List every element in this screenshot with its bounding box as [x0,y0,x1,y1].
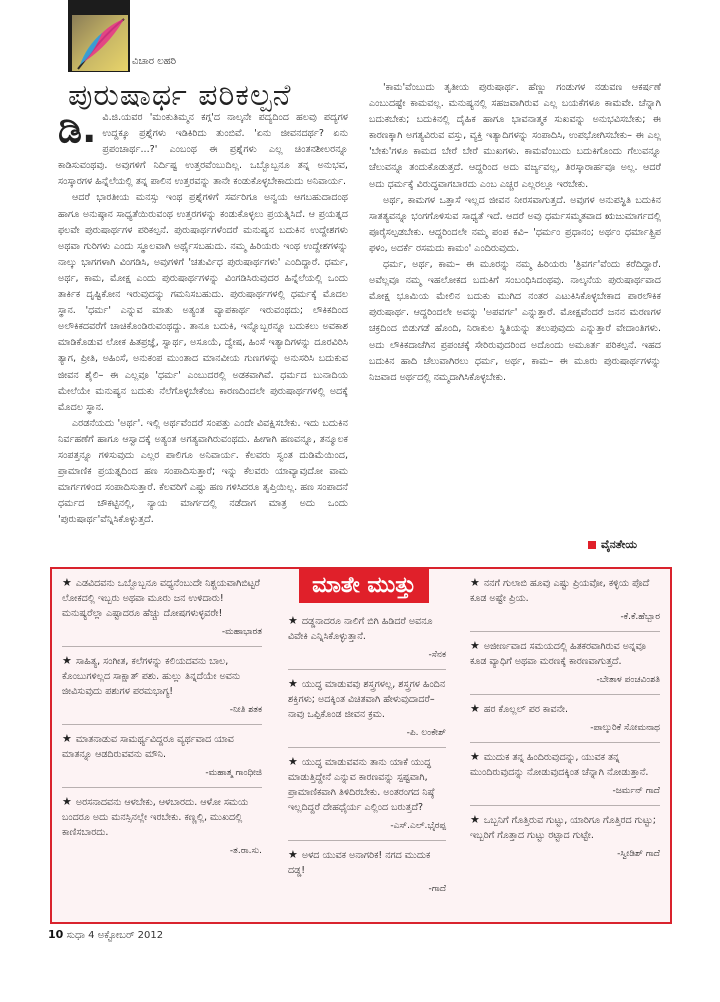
star-icon: ★ [62,654,72,667]
quotes-box [50,567,672,924]
star-icon: ★ [288,614,298,627]
article-paragraph: ಅರ್ಥ, ಕಾಮಗಳ ಒತ್ತಾಸೆ ಇಲ್ಲದ ಜೀವನ ನೀರಸವಾಗುತ್ತದೆ. ಅವುಗಳ ಅನುಪಸ್ಥಿತಿ ಬದುಕಿನ ಸಾತತ್ಯವನ್ನೂ ಭಂಗಗೊಳಿಸುವ ಸಾಧ್ಯತೆ ಇದೆ. ಆದರೆ ಅವು ಧರ್ಮಸಮ್ಮತವಾದ ಋಜುಮಾರ್ಗದಲ್ಲಿ ಪೂರೈಸಲ್ಪಡಬೇಕು. ಆದ್ದರಿಂದಲೇ ನಮ್ಮ ಪಂಪ ಕವಿ– 'ಧರ್ಮಂ ಪ್ರಧಾನಂ; ಅರ್ಥಂ ಧರ್ಮಾತ್ಪ್ರಿಪ ಫಳಂ, ಅದರ್ಕೆ ರಸಮದು ಕಾಮಂ' ಎಂದಿರುವುದು. [369,194,661,254]
star-icon: ★ [470,702,480,715]
author-byline [588,538,637,552]
quote-item: ★ ದಡ್ಡನಾದರೂ ನಾಲಿಗೆ ಬಿಗಿ ಹಿಡಿದರೆ ಅವನೂ ವಿವೇಕಿ ಎನ್ನಿಸಿಕೊಳ್ಳುತ್ತಾನೆ. -ಸೆನಕ [288,607,446,670]
article-column-left [58,107,348,528]
quote-item: ★ ಅಜೀರ್ಣವಾದ ಸಮಯದಲ್ಲಿ ಹಿತಕರವಾಗಿರುವ ಅನ್ನವೂ ಕೂಡ ವ್ಯಾಧಿಗೆ ಅಥವಾ ಮರಣಕ್ಕೆ ಕಾರಣವಾಗುತ್ತದೆ. -ಬೇತಾಳ ಪಂಚವಿಂಶತಿ [470,632,660,695]
article-title: ಪುರುಷಾರ್ಥ ಪರಿಕಲ್ಪನೆ [68,78,292,113]
feather-quill-icon [68,0,130,72]
quote-item: ★ ಅಳದ ಯುವಕ ಅನಾಗರಿಕ! ನಗದ ಮುದುಕ ದಡ್ಡ! -ಗಾದೆ [288,841,446,903]
quote-source: -ಬೇತಾಳ ಪಂಚವಿಂಶತಿ [596,675,660,685]
author-name: ವೈನತೇಯ [601,538,637,551]
red-square-icon [588,541,596,549]
quote-item: ★ ಯುದ್ಧ ಮಾಡುವವನು ತಾನು ಯಾಕೆ ಯುದ್ಧ ಮಾಡುತ್ತಿದ್ದೇನೆ ಎನ್ನುವ ಕಾರಣವನ್ನು ಸ್ಪಷ್ಟವಾಗಿ, ಪ್ರಾಮಾಣಿಕವಾಗಿ ತಿಳಿದಿರಬೇಕು. ಅಂತರಂಗದ ನಿಷ್ಠೆ ಇಲ್ಲದಿದ್ದರೆ ದೇಹಧೈರ್ಯ ಎಲ್ಲಿಂದ ಬರುತ್ತದೆ? -ಎಸ್.ಎಲ್.ಭೈರಪ್ಪ [288,748,446,841]
article-paragraph: 'ಕಾಮ'ವೆಂಬುದು ತೃತೀಯ ಪುರುಷಾರ್ಥ. ಹೆಣ್ಣು ಗಂಡುಗಳ ನಡುವಣ ಆಕರ್ಷಣೆ ಎಂಬುದಷ್ಟೇ ಕಾಮವಲ್ಲ. ಮನುಷ್ಯನಲ್ಲಿ ಸಹಜವಾಗಿರುವ ಎಲ್ಲ ಬಯಕೆಗಳೂ ಕಾಮವೇ. ಚೆನ್ನಾಗಿ ಬದುಕಬೇಕು; ಬದುಕಿನಲ್ಲಿ ದೈಹಿಕ ಹಾಗೂ ಭಾವನಾತ್ಮಕ ಸುಖವನ್ನು ಅನುಭವಿಸಬೇಕು; ಈ ಕಾರಣಕ್ಕಾಗಿ ಅಗತ್ಯವಿರುವ ವಸ್ತು, ವ್ಯಕ್ತಿ ಇತ್ಯಾದಿಗಳನ್ನು ಸಂಪಾದಿಸಿ, ಉಪಭೋಗಿಸಬೇಕು– ಈ ಎಲ್ಲ 'ಬೇಕು'ಗಳೂ ಕಾಮದ ಬೇರೆ ಬೇರೆ ಮುಖಗಳು. ಕಾಮವೆಂಬುದು ಬದುಕಿಗೊಂದು ಗೆಲುವನ್ನೂ ಚೆಲುವನ್ನೂ ತಂದುಕೊಡುತ್ತದೆ. ಆದ್ದರಿಂದ ಅದು ವರ್ಜ್ಯವಲ್ಲ, ತಿರಸ್ಕಾರಾರ್ಹವೂ ಅಲ್ಲ. ಆದರೆ ಅದು ಧರ್ಮಕ್ಕೆ ವಿರುದ್ಧವಾಗಬಾರದು ಎಂಬ ಎಚ್ಚರ ಎಲ್ಲರಲ್ಲೂ ಇರಬೇಕು. [369,82,661,190]
star-icon: ★ [288,677,298,690]
star-icon: ★ [470,813,480,826]
quote-item: ★ ಎಡವಿದವನು ಒಬ್ಬೊಬ್ಬನೂ ವಧ್ಯನೆಂಬುದೇ ನಿಶ್ಚಯವಾಗಿಬಿಟ್ಟರೆ ಲೋಕದಲ್ಲಿ ಇಬ್ಬರು ಅಥವಾ ಮೂರು ಜನ ಉಳಿದಾರು! ಮನುಷ್ಯರೆಲ್ಲಾ ಎಷ್ಟಾದರೂ ಹೆಚ್ಚು ದೋಷಗಳುಳ್ಳವರೇ! -ಮಹಾಭಾರತ [62,569,262,647]
section-label: ವಿಚಾರ ಲಹರಿ [132,56,176,67]
quotes-box-title: ಮಾತೇ ಮುತ್ತು [299,569,429,603]
quotes-column-3 [470,569,660,868]
article-paragraph: ಎರಡನೆಯದು 'ಅರ್ಥ'. ಇಲ್ಲಿ ಅರ್ಥವೆಂದರೆ ಸಂಪತ್ತು ಎಂದೇ ವಿವಕ್ಷಿಸಬೇಕು. ಇದು ಬದುಕಿನ ನಿರ್ವಹಣೆಗೆ ಹಾಗೂ ಆಸ್ವಾದಕ್ಕೆ ಅತ್ಯಂತ ಅಗತ್ಯವಾಗಿರುವಂಥದು. ಹೀಗಾಗಿ ಹಣವನ್ನೂ, ತನ್ಮೂಲಕ ಸಂಪತ್ತನ್ನೂ ಗಳಿಸುವುದು ಎಲ್ಲರ ಪಾಲಿಗೂ ಅನಿವಾರ್ಯ. ಕೆಲವರು ಸ್ವಂತ ದುಡಿಮೆಯಿಂದ, ಪ್ರಾಮಾಣಿಕ ಪ್ರಯತ್ನದಿಂದ ಹಣ ಸಂಪಾದಿಸುತ್ತಾರೆ; ಇನ್ನು ಕೆಲವರು ಯಾವ್ಯಾವುದೋ ವಾಮ ಮಾರ್ಗಗಳಿಂದ ಸಂಪಾದಿಸುತ್ತಾರೆ. ಕೆಲವರಿಗೆ ಎಷ್ಟು ಹಣ ಗಳಿಸಿದರೂ ತೃಪ್ತಿಯಿಲ್ಲ. ಹಣ ಸಂಪಾದನೆ ಧರ್ಮದ ಚೌಕಟ್ಟಿನಲ್ಲಿ, ನ್ಯಾಯ ಮಾರ್ಗದಲ್ಲಿ ನಡೆದಾಗ ಮಾತ್ರ ಅದು ಒಂದು 'ಪುರುಷಾರ್ಥ'ವೆನ್ನಿಸಿಕೊಳ್ಳುತ್ತದೆ. [58,417,348,526]
quotes-column-1 [62,569,262,865]
quote-source: -ಸೆನಕ [428,650,446,660]
issue-date: 4 ಅಕ್ಟೋಬರ್ 2012 [88,930,164,941]
article-paragraph: ಡಿ. ವಿ.ಜಿ.ಯವರ 'ಮಂಕುತಿಮ್ಮನ ಕಗ್ಗ'ದ ನಾಲ್ಕನೇ ಪದ್ಯದಿಂದ ಹಲವು ಪದ್ಯಗಳ ಉದ್ದಕ್ಕೂ ಪ್ರಶ್ನೆಗಳು ಇಡಿಕಿರಿದು ತುಂಬಿವೆ. 'ಏನು ಜೀವನದರ್ಥ? ಏನು ಪ್ರಪಂಚಾರ್ಥ...?' ಎಂಬಂಥ ಈ ಪ್ರಶ್ನೆಗಳು ಎಲ್ಲ ಚಿಂತನಶೀಲರನ್ನೂ ಕಾಡಿಸುವಂಥವು. ಅವುಗಳಿಗೆ ನಿರ್ದಿಷ್ಟ ಉತ್ತರವೆಂಬುದಿಲ್ಲ. ಒಬ್ಬೊಬ್ಬನೂ ತನ್ನ ಅನುಭವ, ಸಂಸ್ಕಾರಗಳ ಹಿನ್ನೆಲೆಯಲ್ಲಿ ತನ್ನ ಪಾಲಿನ ಉತ್ತರವನ್ನು ತಾನೇ ಕಂಡುಕೊಳ್ಳಬೇಕಾದುದು ಅನಿವಾರ್ಯ. [58,107,348,188]
quote-source: -ಮಹಾತ್ಮ ಗಾಂಧೀಜಿ [205,768,262,778]
quote-source: -ಪಾಲ್ಕುರಿಕೆ ಸೋಮನಾಥ [590,723,660,733]
article-paragraph: ಧರ್ಮ, ಅರ್ಥ, ಕಾಮ– ಈ ಮೂರನ್ನು ನಮ್ಮ ಹಿರಿಯರು 'ತ್ರಿವರ್ಗ'ವೆಂದು ಕರೆದಿದ್ದಾರೆ. ಅವೆಲ್ಲವೂ ನಮ್ಮ ಇಹಲೋಕದ ಬದುಕಿಗೆ ಸಂಬಂಧಿಸಿದಂಥವು. ನಾಲ್ಕನೆಯ ಪುರುಷಾರ್ಥವಾದ ಮೋಕ್ಷ ಭೂಮಿಯ ಮೇಲಿನ ಬದುಕು ಮುಗಿದ ನಂತರ ಎಟುಕಿಸಿಕೊಳ್ಳಬೇಕಾದ ಪಾರಲೌಕಿಕ ಪುರುಷಾರ್ಥ. ಆದ್ದರಿಂದಲೇ ಅವನ್ನು 'ಅಪವರ್ಗ' ಎನ್ನುತ್ತಾರೆ. ಮೋಕ್ಷವೆಂದರೆ ಜನನ ಮರಣಗಳ ಚಕ್ರದಿಂದ ಬಿಡುಗಡೆ ಹೊಂದಿ, ನಿರಾಕುಲ ಸ್ಥಿತಿಯನ್ನು ತಲುಪುವುದು ಎನ್ನುತ್ತಾರೆ ವೇದಾಂತಿಗಳು. ಅದು ಲೌಕಿಕದಾಚೆಗಿನ ಪ್ರಪಂಚಕ್ಕೆ ಸೇರಿರುವುದರಿಂದ ಅದೊಂದು ಅಮೂರ್ತ ಪರಿಕಲ್ಪನೆ. ಇಹದ ಬದುಕಿನ ಹಾದಿ ಚೆಲುವಾಗಿರಲು ಧರ್ಮ, ಅರ್ಥ, ಕಾಮ– ಈ ಮೂರು ಪುರುಷಾರ್ಥಗಳನ್ನು ನಿಜವಾದ ಅರ್ಥದಲ್ಲಿ ನಮ್ಮದಾಗಿಸಿಕೊಳ್ಳಬೇಕು. [369,259,661,383]
quote-source: -ಸ್ವೀಡಿಶ್ ಗಾದೆ [617,849,660,859]
feather-icon [72,15,128,71]
magazine-name: ಸುಧಾ [66,930,85,941]
quote-source: -ನೀತಿ ಶತಕ [229,705,262,715]
page-number: 10 [48,928,64,941]
logo-art [72,15,128,71]
star-icon: ★ [470,750,480,763]
article-paragraph: ಆದರೆ ಭಾರತೀಯ ಮನಸ್ಸು ಇಂಥ ಪ್ರಶ್ನೆಗಳಿಗೆ ಸರ್ವರಿಗೂ ಅನ್ವಯ ಆಗಬಹುದಾದಂಥ ಹಾಗೂ ಅನುಷ್ಠಾನ ಸಾಧ್ಯತೆಯಿರುವಂಥ ಉತ್ತರಗಳನ್ನು ಕಂಡುಕೊಳ್ಳಲು ಪ್ರಯತ್ನಿಸಿದೆ. ಆ ಪ್ರಯತ್ನದ ಫಲವೇ ಪುರುಷಾರ್ಥಗಳ ಪರಿಕಲ್ಪನೆ. ಪುರುಷಾರ್ಥಗಳೆಂದರೆ ಮನುಷ್ಯನ ಬದುಕಿನ ಉದ್ದೇಶಗಳು ಅಥವಾ ಗುರಿಗಳು ಎಂದು ಸ್ಥೂಲವಾಗಿ ಅರ್ಥೈಸಬಹುದು. ನಮ್ಮ ಹಿರಿಯರು ಇಂಥ ಉದ್ದೇಶಗಳನ್ನು ನಾಲ್ಕು ಭಾಗಗಳಾಗಿ ವಿಂಗಡಿಸಿ, ಅವುಗಳಿಗೆ 'ಚತುರ್ವಿಧ ಪುರುಷಾರ್ಥಗಳು' ಎಂದಿದ್ದಾರೆ. ಧರ್ಮ, ಅರ್ಥ, ಕಾಮ, ಮೋಕ್ಷ ಎಂದು ಪುರುಷಾರ್ಥಗಳನ್ನು ವಿಂಗಡಿಸಿರುವುದರ ಹಿನ್ನೆಲೆಯಲ್ಲಿ ಒಂದು ತಾರ್ಕಿಕ ದೃಷ್ಟಿಕೋನ ಇರುವುದನ್ನು ಗಮನಿಸಬಹುದು. ಪುರುಷಾರ್ಥಗಳಲ್ಲಿ ಧರ್ಮಕ್ಕೆ ಮೊದಲ ಸ್ಥಾನ. 'ಧರ್ಮ' ಎನ್ನುವ ಮಾತು ಅತ್ಯಂತ ವ್ಯಾಪಕಾರ್ಥ ಇರುವಂಥದು; ಲೌಕಿಕದಿಂದ ಅಲೌಕಿಕದವರೆಗೆ ಚಾಚಿಕೊಂಡಿರುವಂಥದ್ದು. ತಾನೂ ಬದುಕಿ, ಇನ್ನೊಬ್ಬರನ್ನೂ ಬದುಕಲು ಅವಕಾಶ ಮಾಡಿಕೊಡುವ ಲೋಕ ಹಿತಪ್ರಜ್ಞೆ, ಸ್ವಾರ್ಥ, ಅಸೂಯೆ, ದ್ವೇಷ, ಹಿಂಸೆ ಇತ್ಯಾದಿಗಳನ್ನು ದೂರವಿರಿಸಿ ತ್ಯಾಗ, ಪ್ರೀತಿ, ಅಹಿಂಸೆ, ಅನುಕಂಪ ಮುಂತಾದ ಮಾನವೀಯ ಗುಣಗಳನ್ನು ಅನುಸರಿಸಿ ಬದುಕುವ ಜೀವನ ಶೈಲಿ– ಈ ಎಲ್ಲವೂ 'ಧರ್ಮ' ಎಂಬುದರಲ್ಲಿ ಅಡಕವಾಗಿವೆ. ಧರ್ಮದ ಬುನಾದಿಯ ಮೇಲೆಯೇ ಮನುಷ್ಯನ ಬದುಕು ನೆಲೆಗೊಳ್ಳಬೇಕೆಂಬ ಕಾರಣದಿಂದಲೇ ಪುರುಷಾರ್ಥಗಳಲ್ಲಿ ಅದಕ್ಕೆ ಮೊದಲ ಸ್ಥಾನ. [58,192,348,413]
quotes-column-2 [288,607,446,903]
quote-source: -ಪಿ. ಲಂಕೇಶ್ [406,728,446,738]
quote-item: ★ ಮಾತನಾಡುವ ಸಾಮರ್ಥ್ಯವಿದ್ದರೂ ವ್ಯರ್ಥವಾದ ಯಾವ ಮಾತನ್ನೂ ಆಡದಿರುವವನು ಮೌನಿ. -ಮಹಾತ್ಮ ಗಾಂಧೀಜಿ [62,725,262,788]
star-icon: ★ [288,755,298,768]
quote-source: -ಗಾದೆ [428,884,446,894]
star-icon: ★ [62,795,72,808]
quote-item: ★ ಒಬ್ಬನಿಗೆ ಗೊತ್ತಿರುವ ಗುಟ್ಟು, ಯಾರಿಗೂ ಗೊತ್ತಿರದ ಗುಟ್ಟು; ಇಬ್ಬರಿಗೆ ಗೊತ್ತಾದ ಗುಟ್ಟು ರಟ್ಟಾದ ಗುಟ್ಟೇ. -ಸ್ವೀಡಿಶ್ ಗಾದೆ [470,806,660,868]
star-icon: ★ [62,576,72,589]
quote-source: -ಎಸ್.ಎಲ್.ಭೈರಪ್ಪ [390,821,446,831]
star-icon: ★ [470,576,480,589]
quote-item: ★ ಯುದ್ಧ ಮಾಡುವವು ಶಸ್ತ್ರಗಳಲ್ಲ, ಶಸ್ತ್ರಗಳ ಹಿಂದಿನ ಶಕ್ತಿಗಳು; ಅದಕ್ಕಿಂತ ವಿಚಿತವಾಗಿ ಹೇಳುವುದಾದರೆ– ನಾವು ಒಪ್ಪಿಕೊಂಡ ಜೀವನ ಕ್ರಮ. -ಪಿ. ಲಂಕೇಶ್ [288,670,446,748]
star-icon: ★ [62,732,72,745]
page-footer [48,928,163,941]
quote-source: -ಜರ್ಮನ್ ಗಾದೆ [612,786,660,796]
article-column-right [369,80,661,386]
quote-item: ★ ನನಗೆ ಗುಲಾಬಿ ಹೂವು ಎಷ್ಟು ಪ್ರಿಯವೋ, ಕಳ್ಳಿಯ ಪೊದೆ ಕೂಡ ಅಷ್ಟೇ ಪ್ರಿಯ. -ಕೆ.ಕೆ.ಹೆಬ್ಬಾರ [470,569,660,632]
quote-item: ★ ಮುದುಕ ತನ್ನ ಹಿಂದಿರುವುದನ್ನು, ಯುವಕ ತನ್ನ ಮುಂದಿರುವುದನ್ನು ನೋಡುವುದಕ್ಕಿಂತ ಚೆನ್ನಾಗಿ ನೋಡುತ್ತಾನೆ. -ಜರ್ಮನ್ ಗಾದೆ [470,743,660,806]
drop-cap: ಡಿ. [58,107,97,151]
quote-source: -ಮಹಾಭಾರತ [221,627,262,637]
quote-item: ★ ಸಾಹಿತ್ಯ, ಸಂಗೀತ, ಕಲೆಗಳನ್ನು ಕಲಿಯದವನು ಬಾಲ, ಕೊಂಬುಗಳಿಲ್ಲದ ಸಾಕ್ಷಾತ್ ಪಶು. ಹುಲ್ಲು ತಿನ್ನದೆಯೇ ಅವನು ಜೀವಿಸುವುದು ಪಶುಗಳ ಪರಮಭಾಗ್ಯ! -ನೀತಿ ಶತಕ [62,647,262,725]
quote-item: ★ ಅರಸನಾದವನು ಆಳಬೇಕು, ಆಳಬಾರದು. ಆಳೋ ಸಮಯ ಬಂದರೂ ಅದು ಮನಸ್ಸಿನಲ್ಲೇ ಇರಬೇಕು. ಕಣ್ಣಲ್ಲಿ, ಮುಖದಲ್ಲಿ ಕಾಣಿಸಬಾರದು. -ತ.ರಾ.ಸು. [62,788,262,865]
quote-source: -ಕೆ.ಕೆ.ಹೆಬ್ಬಾರ [620,612,660,622]
star-icon: ★ [288,848,298,861]
star-icon: ★ [470,639,480,652]
quote-source: -ತ.ರಾ.ಸು. [229,846,262,856]
quote-item: ★ ಹರ ಕೊಲ್ಲಲ್ ಪರ ಕಾವನೇ. -ಪಾಲ್ಕುರಿಕೆ ಸೋಮನಾಥ [470,695,660,743]
